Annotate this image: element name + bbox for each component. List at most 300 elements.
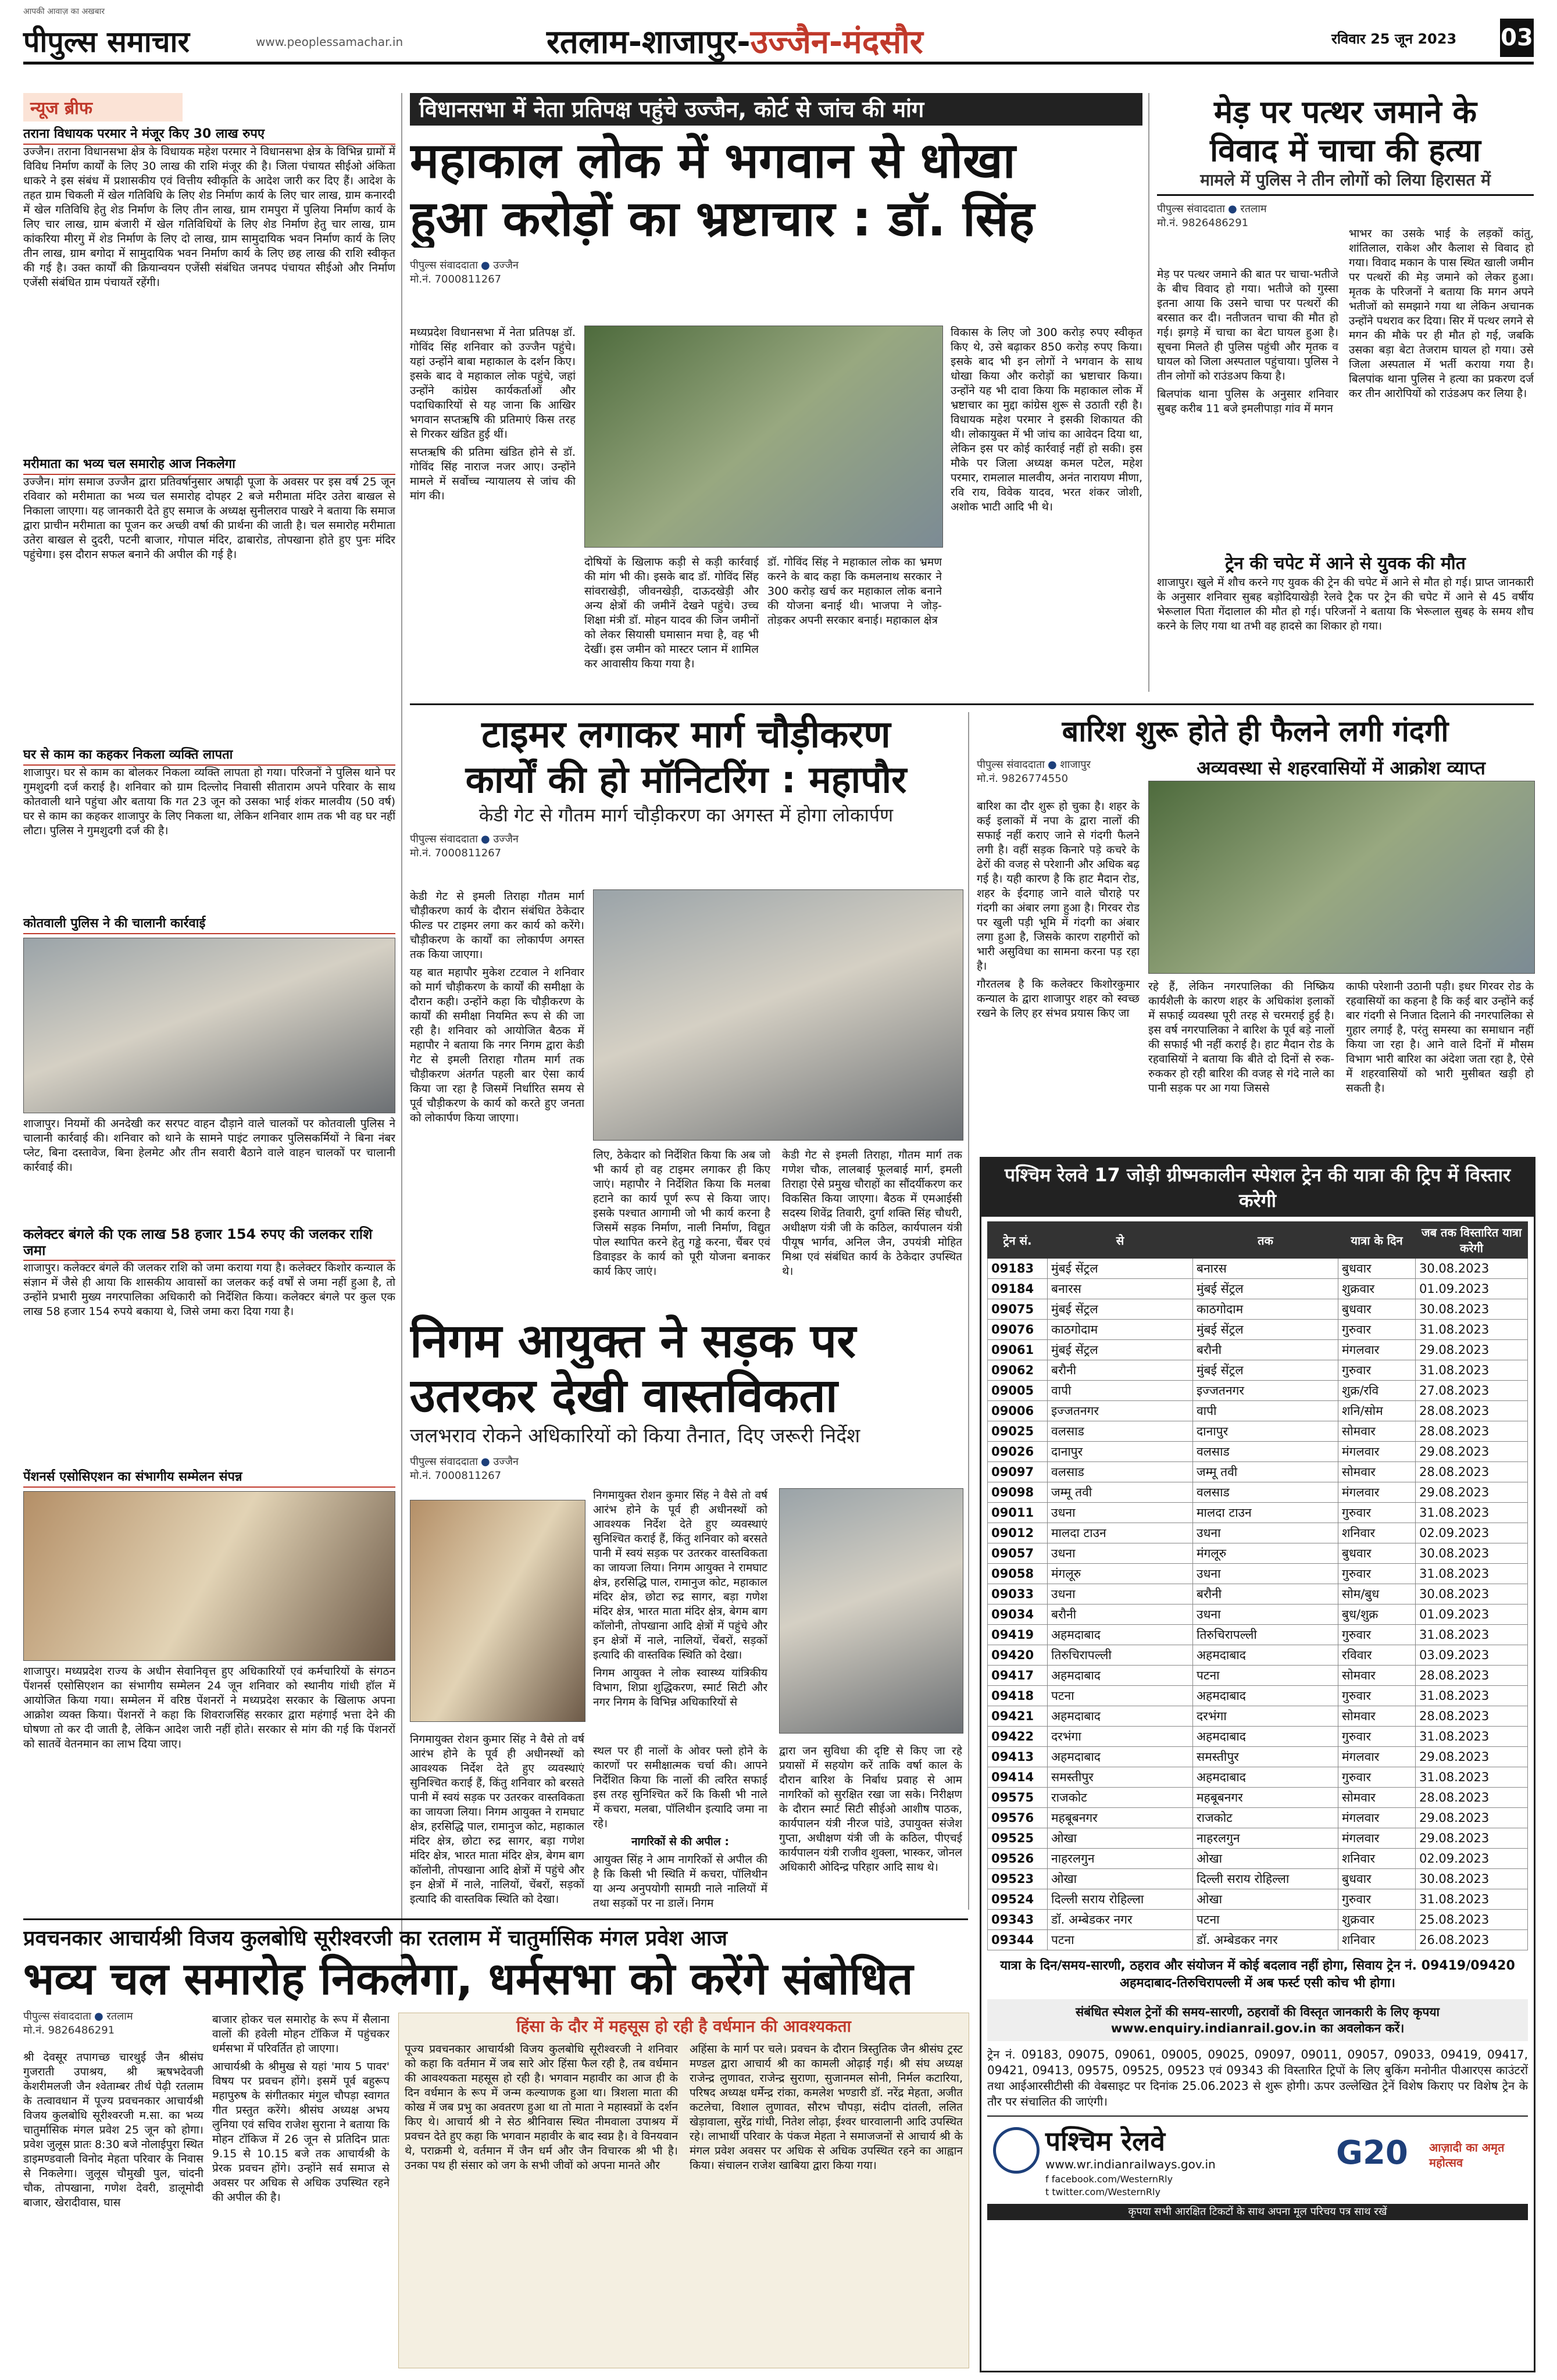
train-extended-till: 31.08.2023 (1416, 1727, 1528, 1747)
byline-city: उज्जैन (493, 259, 519, 271)
train-row (988, 1340, 1528, 1360)
train-row (988, 1910, 1528, 1930)
lead-col-1 (410, 326, 576, 698)
train-days: सोमवार (1338, 1706, 1416, 1727)
train-extended-till: 31.08.2023 (1416, 1360, 1528, 1381)
commissioner-inspection-photo (410, 1500, 585, 1722)
murder-paragraph: मेड़ पर पत्थर जमाने की बात पर चाचा-भतीजे के बीच विवाद हो गया। भतीजे को गुस्सा इतना आया कि उसने चाचा पर पत्थरों की बरसात कर दी। नतीजतन चाचा की मौत हो गई। झगड़े में चाचा का बेटा घायल हुआ है। सूचना मिलते ही पुलिस पहुंची और मृतक व घायल को जिला अस्पताल पहुंचाया। पुलिस ने तीन लोगों को राउंडअप किया है। (1157, 268, 1338, 383)
train-number: 09026 (988, 1442, 1048, 1462)
brief-title: पेंशनर्स एसोसिएशन का संभागीय सम्मेलन संपन्न (23, 1469, 395, 1488)
train-accident-brief (1157, 552, 1534, 680)
train-extended-till: 31.08.2023 (1416, 1320, 1528, 1340)
railway-footer-brand (987, 2115, 1528, 2204)
lead-paragraph: मध्यप्रदेश विधानसभा में नेता प्रतिपक्ष डॉ. गोविंद सिंह शनिवार को उज्जैन पहुंचे। यहां उन्होंने बाबा महाकाल के दर्शन किए। इसके बाद वे महाकाल लोक पहुंचे, जहां उन्होंने कांग्रेस कार्यकर्ताओं और पदाधिकारियों से यह जाना कि आखिर भगवान सप्तऋषि की प्रतिमाएं किस तरह से गिरकर खंडित हुई थीं। (410, 326, 576, 441)
train-days: शनि/सोम (1338, 1401, 1416, 1421)
train-schedule-table (987, 1221, 1528, 1950)
lead-byline: पीपुल्स संवाददाता ● उज्जैन मो.नं. 7000811267 (410, 258, 1142, 286)
lead-headline-line1: महाकाल लोक में भगवान से धोखा (410, 132, 1016, 189)
train-row (988, 1889, 1528, 1910)
train-extended-till: 29.08.2023 (1416, 1828, 1528, 1849)
column-divider (401, 93, 402, 1971)
column-header: ट्रेन सं. (988, 1222, 1048, 1259)
train-days: मंगलवार (1338, 1808, 1416, 1828)
train-accident-title: ट्रेन की चपेट में आने से युवक की मौत (1225, 553, 1466, 574)
sidebar-col-2: अहिंसा के मार्ग पर चले। प्रवचन के दौरान त्रिस्तुतिक जैन श्रीसंघ ट्रस्ट मण्डल द्वारा आचार्य श्री का कामली ओढ़ाई गई। श्री संघ अध्यक्ष राजेन्द्र लुणावत, राजेन्द्र सुराणा, सुजानमल सोनी, निर्मल कटारिया, परिषद अध्यक्ष धर्मेन्द्र रांका, कमलेश भण्डारी डॉ. नरेंद्र मेहता, अजीत कटलेचा, विशाल लुणावत, सौरभ चौपड़ा, संदीप दांतली, ललित खेड़ावाला, सुरेंद्र गांधी, नितेश लोढ़ा, ईश्वर धारवालानी आदि उपस्थित रहे। लाभार्थी परिवार के पंकज मेहता ने समाजजनों से आचार्य श्री के मंगल प्रवेश अवसर पर अधिक से अधिक उपस्थित रहने का आह्वान किया। संचालन राजेश खाबिया द्वारा किया गया। (690, 2043, 963, 2172)
train-days: मंगलवार (1338, 1340, 1416, 1360)
train-days: शुक्रवार (1338, 1910, 1416, 1930)
train-from: महबूबनगर (1048, 1808, 1193, 1828)
train-number: 09575 (988, 1788, 1048, 1808)
train-days: मंगलवार (1338, 1747, 1416, 1767)
brief-title: तराना विधायक परमार ने मंजूर किए 30 लाख रुपए (23, 126, 395, 145)
train-to: वापी (1193, 1401, 1338, 1421)
train-number: 09413 (988, 1747, 1048, 1767)
train-extended-till: 26.08.2023 (1416, 1930, 1528, 1950)
azadi-logo: आज़ादी का अमृत महोत्सव (1429, 2140, 1505, 2170)
train-days: बुधवार (1338, 1299, 1416, 1320)
train-to: अहमदाबाद (1193, 1727, 1338, 1747)
train-number: 09062 (988, 1360, 1048, 1381)
train-row (988, 1442, 1528, 1462)
column-header: से (1048, 1222, 1193, 1259)
column-header: यात्रा के दिन (1338, 1222, 1416, 1259)
train-days: बुधवार (1338, 1869, 1416, 1889)
train-from: अहमदाबाद (1048, 1706, 1193, 1727)
acharya-paragraph: आचार्यश्री के श्रीमुख से यहां 'माय 5 पावर' विषय पर प्रवचन होंगे। इसमें पूर्व बहुरूप महापुरुष के संगीतकार मंगुल चौपड़ा स्वागत गीत प्रस्तुत करेंगे। श्रीसंघ अध्यक्ष अभय लुनिया एवं सचिव राजेश सुराना ने बताया कि मोहन टॉकिज में 26 जून से प्रतिदिन प्रातः 9.15 से 10.15 बजे तक आचार्यश्री के प्रेरक प्रवचन होंगे। उन्होंने सर्व समाज से अवसर पर अधिक से अधिक उपस्थित रहने की अपील की है। (212, 2060, 390, 2204)
train-from: अहमदाबाद (1048, 1666, 1193, 1686)
railway-logo-icon (993, 2127, 1040, 2174)
train-row (988, 1482, 1528, 1503)
murder-col-1 (1157, 267, 1338, 541)
train-number: 09524 (988, 1889, 1048, 1910)
train-number: 09034 (988, 1604, 1048, 1625)
train-from: दानापुर (1048, 1442, 1193, 1462)
byline-mobile: मो.नं. 7000811267 (410, 273, 502, 285)
train-extended-till: 30.08.2023 (1416, 1543, 1528, 1564)
mayor-col-3: केडी गेट से इमली तिराहा, गौतम मार्ग तक गणेश चौक, लालबाई फूलबाई मार्ग, इमली तिराहा ऐसे प्रमुख चौराहों का सौंदर्यीकरण कर विकसित किया जाएगा। बैठक में एमआईसी सदस्य शिवेंद्र तिवारी, दुर्गा शक्ति सिंह चौधरी, अधीक्षण यंत्री जी के कठिल, कार्यपालन यंत्री पीयूष भार्गव, अनिल जैन, उपयंत्री मोहित मिश्रा एवं संबंधित कार्य के ठेकेदार उपस्थित थे। (782, 1149, 962, 1278)
murder-headline-line2: विवाद में चाचा की हत्या (1210, 132, 1481, 169)
train-from: वापी (1048, 1381, 1193, 1401)
train-number: 09012 (988, 1523, 1048, 1543)
acharya-col-1: श्री देवसूर तपागच्छ चारथुई जैन श्रीसंघ गुजराती उपाश्रय, श्री ऋषभदेवजी केशरीमलजी जैन श्वेताम्बर तीर्थ पेढ़ी रतलाम के तत्वावधान में पूज्य प्रवचनकार आचार्यश्री विजय कुलबोधि सूरीश्वरजी म.सा. का भव्य चातुर्मासिक मंगल प्रवेश 25 जून को होगा। प्रवेश जुलूस प्रातः 8:30 बजे नोलाईपुरा स्थित डाइमण्डवाली विनोद मेहता परिवार के निवास से निकलेगा। जुलूस चौमुखी पुल, चांदनी चौक, तोपखाना, गणेश देवरी, डालूमोदी बाजार, खेरादीवास, घास (23, 2051, 203, 2209)
mayor-meeting-photo (593, 889, 963, 1141)
train-from: मुंबई सेंट्रल (1048, 1340, 1193, 1360)
railway-facebook[interactable]: f facebook.com/WesternRly (1045, 2174, 1173, 2185)
train-from: मालदा टाउन (1048, 1523, 1193, 1543)
train-days: गुरुवार (1338, 1686, 1416, 1706)
train-number: 09057 (988, 1543, 1048, 1564)
train-extended-till: 31.08.2023 (1416, 1889, 1528, 1910)
train-to: काठगोदाम (1193, 1299, 1338, 1320)
railway-enquiry: संबंधित स्पेशल ट्रेनों की समय-सारणी, ठहरावों की विस्तृत जानकारी के लिए कृपया www.enquiry.indianrail.gov.in का अवलोकन करें। (987, 1999, 1528, 2041)
train-to: दरभंगा (1193, 1706, 1338, 1727)
train-to: डॉ. अम्बेडकर नगर (1193, 1930, 1338, 1950)
railway-brand: पश्चिम रेलवे (1045, 2125, 1165, 2157)
train-to: राजकोट (1193, 1808, 1338, 1828)
train-from: अहमदाबाद (1048, 1625, 1193, 1645)
train-days: सोमवार (1338, 1788, 1416, 1808)
byline-name: पीपुल्स संवाददाता (410, 1456, 478, 1468)
brief-text: उज्जैन। तराना विधानसभा क्षेत्र के विधायक महेश परमार ने विधानसभा क्षेत्र के विभिन्न ग्रामों में विविध निर्माण कार्यों के लिए 30 लाख की राशि मंजूर की है। जिला पंचायत सीईओ अंकिता धाकरे ने इस संबंध में प्रशासकीय एवं वित्तीय स्वीकृति के आदेश जारी कर दिए हैं। आदेश के तहत ग्राम चिकली में खेल गतिविधि के लिए शेड निर्माण कार्य के लिए चार लाख, ग्राम कनारदी में खेल गतिविधि हेतु शेड निर्माण के लिए तीन लाख, ग्राम रामपुरा में पुलिया निर्माण कार्य के लिए चार लाख, ग्राम बंजारी में खेल गतिविधियों के लिए शेड निर्माण हेतु चार लाख, ग्राम कांकरिया मीरगु में शेड निर्माण के लिए दो लाख, ग्राम सामुदायिक भवन निर्माण कार्य के लिए तीन लाख, ग्राम बगोदा में सामुदायिक भवन निर्माण कार्य के लिए छह लाख की राशि स्वीकृत की गई है। उक्त कार्यों की क्रियान्वयन एजेंसी संबंधित जनपद पंचायत सीईओ और निर्माण एजेंसी संबंधित ग्राम पंचायतें रहेंगी। (23, 145, 395, 289)
mayor-byline: पीपुल्स संवाददाता ● उज्जैन मो.नं. 7000811267 (410, 832, 962, 860)
train-number: 09011 (988, 1503, 1048, 1523)
railway-title: पश्चिम रेलवे 17 जोड़ी ग्रीष्मकालीन स्पेशल ट्रेन की यात्रा की ट्रिप में विस्तार करेगी (981, 1159, 1534, 1217)
lead-col-4: विकास के लिए जो 300 करोड़ रुपए स्वीकृत किए थे, उसे बढ़ाकर 850 करोड़ रुपए किया। इसके बाद भी इन लोगों ने भगवान के साथ धोखा किया और करोड़ों का भ्रष्टाचार किया। उन्होंने यह भी दावा किया कि महाकाल लोक में भ्रष्टाचार का मुद्दा कांग्रेस शुरू से उठाती रही है। विधायक महेश परमार ने इसकी शिकायत की थी। लोकायुक्त में भी जांच का आवेदन दिया था, लेकिन इस पर कोई कार्रवाई नहीं हो सकी। इस मौके पर जिला अध्यक्ष कमल पटेल, महेश परमार, रामलाल मालवीय, अनंत नारायण मीणा, रवि राय, विवेक यादव, भरत शंकर जोशी, अशोक भाटी आदि भी थे। (951, 326, 1142, 513)
column-header: जब तक विस्तारित यात्रा करेगी (1416, 1222, 1528, 1259)
train-extended-till: 30.08.2023 (1416, 1299, 1528, 1320)
train-number: 09421 (988, 1706, 1048, 1727)
train-to: बरौनी (1193, 1584, 1338, 1604)
train-from: दरभंगा (1048, 1727, 1193, 1747)
train-row (988, 1381, 1528, 1401)
train-days: गुरुवार (1338, 1889, 1416, 1910)
table-header-row (988, 1222, 1528, 1259)
news-brief-label: न्यूज ब्रीफ (23, 93, 183, 121)
train-days: गुरुवार (1338, 1625, 1416, 1645)
train-days: गुरुवार (1338, 1564, 1416, 1584)
train-days: मंगलवार (1338, 1442, 1416, 1462)
train-number: 09005 (988, 1381, 1048, 1401)
train-to: ओखा (1193, 1849, 1338, 1869)
byline-name: पीपुल्स संवाददाता (23, 2010, 91, 2022)
train-extended-till: 01.09.2023 (1416, 1279, 1528, 1299)
train-extended-till: 03.09.2023 (1416, 1645, 1528, 1666)
mayor-paragraph: केडी गेट से इमली तिराहा गौतम मार्ग चौड़ीकरण कार्य के दौरान संबंधित ठेकेदार फील्ड पर टाइमर लगा कर कार्य को करेंगे। चौड़ीकरण के कार्यों का लोकार्पण अगस्त तक किया जाएगा। (410, 890, 584, 961)
column-header: तक (1193, 1222, 1338, 1259)
train-extended-till: 29.08.2023 (1416, 1747, 1528, 1767)
train-number: 09414 (988, 1767, 1048, 1788)
acharya-byline: पीपुल्स संवाददाता ● रतलाम मो.नं. 9826486291 (23, 2009, 968, 2037)
train-to: नाहरलगुन (1193, 1828, 1338, 1849)
train-row (988, 1584, 1528, 1604)
train-extended-till: 25.08.2023 (1416, 1910, 1528, 1930)
train-days: बुधवार (1338, 1543, 1416, 1564)
train-days: गुरुवार (1338, 1767, 1416, 1788)
train-days: सोमवार (1338, 1421, 1416, 1442)
train-extended-till: 01.09.2023 (1416, 1604, 1528, 1625)
train-to: मुंबई सेंट्रल (1193, 1279, 1338, 1299)
brief-text: शाजापुर। मध्यप्रदेश राज्य के अधीन सेवानिवृत्त हुए अधिकारियों एवं कर्मचारियों के संगठन पेंशनर्स एसोसिएशन का संभागीय सम्मेलन 24 जून शनिवार को स्थानीय गांधी हॉल में आयोजित किया गया। सम्मेलन में वरिष्ठ पेंशनरों ने मध्यप्रदेश सरकार के खिलाफ अपना आक्रोश व्यक्त किया। पेंशनरों ने कहा कि शिवराजसिंह सरकार द्वारा महंगाई भत्ता देने की घोषणा तो कर दी जाती है, लेकिन आदेश जारी नहीं होते। सरकार से मांग की गई कि पेंशनरों को सातवें वेतनमान का लाभ दिया जाए। (23, 1665, 395, 1750)
train-row (988, 1503, 1528, 1523)
mayor-paragraph: यह बात महापौर मुकेश टटवाल ने शनिवार को मार्ग चौड़ीकरण के कार्यों की समीक्षा के दौरान कही। उन्होंने कहा कि चौड़ीकरण के कार्यों की समीक्षा नियमित रूप से की जा रही है। शनिवार को आयोजित बैठक में महापौर ने बताया कि नगर निगम द्वारा केडी गेट से इमली तिराहा गौतम मार्ग तक चौड़ीकरण अंतर्गत पहली बार ऐसा कार्य किया जा रहा है जिसमें निर्धारित समय से पूर्व चौड़ीकरण के कार्य को करते हुए जनता को लोकार्पण किया जाएगा। (410, 966, 584, 1124)
train-days: शनिवार (1338, 1930, 1416, 1950)
train-extended-till: 30.08.2023 (1416, 1869, 1528, 1889)
train-row (988, 1767, 1528, 1788)
mayor-headline-line1: टाइमर लगाकर मार्ग चौड़ीकरण (481, 713, 891, 756)
train-to: मुंबई सेंट्रल (1193, 1320, 1338, 1340)
commissioner-headline-line2: उतरकर देखी वास्तविकता (410, 1368, 838, 1423)
train-days: सोमवार (1338, 1666, 1416, 1686)
train-from: डॉ. अम्बेडकर नगर (1048, 1910, 1193, 1930)
train-days: गुरुवार (1338, 1727, 1416, 1747)
train-from: इज्जतनगर (1048, 1401, 1193, 1421)
train-extended-till: 28.08.2023 (1416, 1706, 1528, 1727)
train-to: पटना (1193, 1666, 1338, 1686)
murder-subhead: मामले में पुलिस ने तीन लोगों को लिया हिरासत में (1157, 170, 1534, 196)
commissioner-col-2 (593, 1744, 767, 1913)
train-from: वलसाड (1048, 1421, 1193, 1442)
train-to: वलसाड (1193, 1442, 1338, 1462)
train-to: उधना (1193, 1564, 1338, 1584)
train-number: 09025 (988, 1421, 1048, 1442)
train-number: 09420 (988, 1645, 1048, 1666)
police-checking-photo (23, 938, 395, 1113)
byline-mobile: मो.नं. 7000811267 (410, 1470, 502, 1482)
acharya-kicker: प्रवचनकार आचार्यश्री विजय कुलबोधि सूरीश्वरजी का रतलाम में चातुर्मासिक मंगल प्रवेश आज (23, 1927, 727, 1950)
train-from: दिल्ली सराय रोहिल्ला (1048, 1889, 1193, 1910)
train-days: मंगलवार (1338, 1828, 1416, 1849)
train-number: 09033 (988, 1584, 1048, 1604)
train-number: 09525 (988, 1828, 1048, 1849)
byline-name: पीपुल्स संवाददाता (977, 759, 1045, 771)
byline-city: रतलाम (106, 2010, 133, 2022)
train-extended-till: 29.08.2023 (1416, 1442, 1528, 1462)
commissioner-col-1 (593, 1488, 767, 1738)
train-days: रविवार (1338, 1645, 1416, 1666)
logo-tagline: आपकी आवाज़ का अखबार (23, 7, 105, 16)
train-number: 09418 (988, 1686, 1048, 1706)
masthead (23, 7, 1534, 65)
train-number: 09576 (988, 1808, 1048, 1828)
rain-col-1 (977, 799, 1140, 1148)
train-accident-text: शाजापुर। खुले में शौच करने गए युवक की ट्रेन की चपेट में आने से मौत हो गई। प्राप्त जानकारी के अनुसार शनिवार सुबह बड़ोदियाखेड़ी रेलवे ट्रैक पर ट्रेन की चपेट में आने से 45 वर्षीय भेरूलाल पिता गेंदालाल की मौत हो गई। परिजनों ने बताया कि भेरूलाल सुबह के समय शौच करने के लिए गया था तभी वह हादसे का शिकार हो गया। (1157, 576, 1534, 632)
train-from: मंगलूरु (1048, 1564, 1193, 1584)
byline-name: पीपुल्स संवाददाता (410, 259, 478, 271)
train-from: उधना (1048, 1503, 1193, 1523)
byline-mobile: मो.नं. 9826486291 (1157, 217, 1249, 229)
train-days: बुध/शुक्र (1338, 1604, 1416, 1625)
brief-text: शाजापुर। घर से काम का बोलकर निकला व्यक्ति लापता हो गया। परिजनों ने पुलिस थाने पर गुमशुदगी दर्ज कराई है। शनिवार को ग्राम दिल्लोद निवासी सीताराम अपने परिवार के साथ कोतवाली थाने पहुंचा और बताया कि गत 23 जून को उसका भाई शंकर मालवीय (50 वर्ष) घर से काम का कहकर शाजापुर के लिए निकला था, लेकिन शनिवार शाम तक भी वह घर नहीं लौटा। पुलिस ने गुमशुदगी दर्ज की है। (23, 766, 395, 837)
commissioner-headline-line1: निगम आयुक्त ने सड़क पर (410, 1314, 856, 1368)
train-from: अहमदाबाद (1048, 1747, 1193, 1767)
train-to: अहमदाबाद (1193, 1686, 1338, 1706)
train-to: अहमदाबाद (1193, 1645, 1338, 1666)
train-row (988, 1564, 1528, 1584)
train-number: 09183 (988, 1259, 1048, 1279)
train-row (988, 1401, 1528, 1421)
rain-photo-caption: अव्यवस्था से शहरवासियों में आक्रोश व्याप्त (1197, 757, 1485, 779)
rain-story (977, 712, 1534, 1148)
train-row (988, 1808, 1528, 1828)
train-extended-till: 31.08.2023 (1416, 1625, 1528, 1645)
byline-mobile: मो.नं. 9826774550 (977, 773, 1069, 785)
garbage-photo (1148, 781, 1535, 974)
train-number: 09343 (988, 1910, 1048, 1930)
railway-footer: कृपया सभी आरक्षित टिकटों के साथ अपना मूल परिचय पत्र साथ रखें (987, 2204, 1528, 2220)
commissioner-subhead: जलभराव रोकने अधिकारियों को किया तैनात, दिए जरूरी निर्देश (410, 1424, 860, 1448)
column-divider (1148, 93, 1149, 692)
murder-byline: पीपुल्स संवाददाता ● रतलाम मो.नं. 9826486291 (1157, 202, 1534, 230)
train-from: मुंबई सेंट्रल (1048, 1259, 1193, 1279)
train-from: तिरुचिरापल्ली (1048, 1645, 1193, 1666)
train-row (988, 1706, 1528, 1727)
train-days: शुक्रवार (1338, 1279, 1416, 1299)
train-to: उधना (1193, 1604, 1338, 1625)
acharya-headline: भव्य चल समारोह निकलेगा, धर्मसभा को करेंगे संबोधित (23, 1953, 913, 2004)
train-days: बुधवार (1338, 1259, 1416, 1279)
train-from: राजकोट (1048, 1788, 1193, 1808)
rain-col-2: रहे हैं, लेकिन नगरपालिका की निष्क्रिय कार्यशैली के कारण शहर के अधिकांश इलाकों में सफाई व्यवस्था पूरी तरह से चरमराई हुई है। इस वर्ष नगरपालिका ने बारिश के पूर्व बड़े नालों की सफाई भी नहीं कराई है। हाट मैदान रोड के रहवासियों ने बताया कि बीते दो दिनों से रुक-रुककर हो रही बारिश की वजह से गंदे नाले का पानी सड़क पर आ गया जिससे (1148, 980, 1334, 1095)
byline-name: पीपुल्स संवाददाता (410, 833, 478, 845)
train-extended-till: 28.08.2023 (1416, 1421, 1528, 1442)
lead-story (410, 93, 1142, 698)
train-extended-till: 29.08.2023 (1416, 1482, 1528, 1503)
acharya-story (23, 1925, 968, 2367)
train-to: इज्जतनगर (1193, 1381, 1338, 1401)
train-days: सोमवार (1338, 1462, 1416, 1482)
byline-city: उज्जैन (493, 1456, 519, 1468)
lead-paragraph: सप्तऋषि की प्रतिमा खंडित होने से डॉ. गोविंद सिंह नाराज नजर आए। उन्होंने मामले में सर्वोच्च न्यायालय से जांच की मांग की। (410, 446, 576, 502)
train-from: ओखा (1048, 1828, 1193, 1849)
commissioner-paragraph: निगमायुक्त रोशन कुमार सिंह ने वैसे तो वर्ष आरंभ होने के पूर्व ही अधीनस्थों को आवश्यक निर्देश देते हुए व्यवस्थाएं सुनिश्चित कराई हैं, किंतु शनिवार को बरसते पानी में स्वयं सड़क पर उतरकर वास्तविकता का जायजा लिया। निगम आयुक्त ने रामघाट क्षेत्र, हरसिद्धि पाल, रामानुज कोट, महाकाल मंदिर क्षेत्र, छोटा रुद्र सागर, बड़ा गणेश मंदिर क्षेत्र, भारत माता मंदिर क्षेत्र, बेगम बाग कॉलोनी, तोपखाना आदि क्षेत्रों में पहुंचे और इन क्षेत्रों में नाले, नालियों, चेंबरों, सड़कों इत्यादि की वास्तविक स्थिति को देखा। (593, 1489, 767, 1661)
issue-date: रविवार 25 जून 2023 (1331, 31, 1457, 47)
train-number: 09097 (988, 1462, 1048, 1482)
train-from: उधना (1048, 1584, 1193, 1604)
train-from: पटना (1048, 1930, 1193, 1950)
train-extended-till: 28.08.2023 (1416, 1788, 1528, 1808)
byline-city: उज्जैन (493, 833, 519, 845)
train-days: गुरुवार (1338, 1503, 1416, 1523)
train-to: ओखा (1193, 1889, 1338, 1910)
website-url[interactable]: www.peoplessamachar.in (256, 35, 403, 49)
train-to: तिरुचिरापल्ली (1193, 1625, 1338, 1645)
train-to: उधना (1193, 1523, 1338, 1543)
commissioner-col-0: निगमायुक्त रोशन कुमार सिंह ने वैसे तो वर्ष आरंभ होने के पूर्व ही अधीनस्थों को आवश्यक निर्देश देते हुए व्यवस्थाएं सुनिश्चित कराई हैं, किंतु शनिवार को बरसते पानी में स्वयं सड़क पर उतरकर वास्तविकता का जायजा लिया। निगम आयुक्त ने रामघाट क्षेत्र, हरसिद्धि पाल, रामानुज कोट, महाकाल मंदिर क्षेत्र, छोटा रुद्र सागर, बड़ा गणेश मंदिर क्षेत्र, भारत माता मंदिर क्षेत्र, बेगम बाग कॉलोनी, तोपखाना आदि क्षेत्रों में पहुंचे और इन क्षेत्रों में नाले, नालियों, चेंबरों, सड़कों इत्यादि की वास्तविक स्थिति को देखा। (410, 1733, 584, 1906)
train-extended-till: 30.08.2023 (1416, 1259, 1528, 1279)
brief-text: शाजापुर। नियमों की अनदेखी कर सरपट वाहन दौड़ाने वाले चालकों पर कोतवाली पुलिस ने चालानी कार्रवाई की। शनिवार को थाने के सामने पाइंट लगाकर पुलिसकर्मियों ने बिना नंबर प्लेट, बिना दस्तावेज, बिना हेलमेट और तीन सवारी बैठाने वाले वाहन चालकों पर चालानी कार्रवाई की। (23, 1117, 395, 1174)
commissioner-subheading: नागरिकों से की अपील : (631, 1835, 729, 1848)
train-row (988, 1523, 1528, 1543)
section-rule (410, 703, 1534, 705)
train-row (988, 1666, 1528, 1686)
train-extended-till: 27.08.2023 (1416, 1381, 1528, 1401)
section-title: रतलाम-शाजापुर-उज्जैन-मंदसौर (547, 23, 923, 61)
train-from: बरौनी (1048, 1360, 1193, 1381)
train-to: बरौनी (1193, 1340, 1338, 1360)
train-to: दानापुर (1193, 1421, 1338, 1442)
byline-mobile: मो.नं. 7000811267 (410, 847, 502, 859)
train-row (988, 1747, 1528, 1767)
train-days: मंगलवार (1338, 1482, 1416, 1503)
train-row (988, 1788, 1528, 1808)
mayor-subhead: केडी गेट से गौतम मार्ग चौड़ीकरण का अगस्त में होगा लोकार्पण (478, 804, 894, 826)
train-from: जम्मू तवी (1048, 1482, 1193, 1503)
train-row (988, 1279, 1528, 1299)
page-number: 03 (1500, 19, 1534, 57)
train-from: उधना (1048, 1543, 1193, 1564)
rain-paragraph: गौरतलब है कि कलेक्टर किशोरकुमार कन्याल के द्वारा शाजापुर शहर को स्वच्छ रखने के लिए हर संभव प्रयास किए जा (977, 978, 1140, 1020)
train-number: 09344 (988, 1930, 1048, 1950)
train-from: नाहरलगुन (1048, 1849, 1193, 1869)
congress-leaders-photo (584, 326, 943, 548)
train-extended-till: 30.08.2023 (1416, 1584, 1528, 1604)
railway-advertisement (980, 1157, 1535, 2372)
murder-col-2: भाभर का उसके भाई के लड़कों कांतु, शांतिलाल, राकेश और कैलाश से विवाद हो गया। विवाद मकान के पास स्थित खाली जमीन पर पत्थरों की मेड़ जमाने को लेकर हुआ। मृतक के परिजनों ने बताया कि मगन अपने भतीजों को समझाने गया था लेकिन अचानक उन्होंने पथराव कर दिया। सिर में पत्थर लगने से मगन की मौके पर ही मौत हो गई, जबकि उसका बड़ा बेटा तेजराम घायल हो गया। उसे जिला अस्पताल में भर्ती कराया गया है। बिलपांक थाना पुलिस ने हत्या का प्रकरण दर्ज कर तीन आरोपियों को राउंडअप कर लिया है। (1349, 227, 1534, 400)
train-row (988, 1421, 1528, 1442)
train-row (988, 1543, 1528, 1564)
train-from: बरौनी (1048, 1604, 1193, 1625)
brief-title: कलेक्टर बंगले की एक लाख 58 हजार 154 रुपए की जलकर राशि जमा (23, 1226, 395, 1261)
train-extended-till: 31.08.2023 (1416, 1767, 1528, 1788)
train-number: 09098 (988, 1482, 1048, 1503)
train-extended-till: 31.08.2023 (1416, 1564, 1528, 1584)
train-extended-till: 31.08.2023 (1416, 1686, 1528, 1706)
commissioner-paragraph: स्थल पर ही नालों के ओवर फ्लो होने के कारणों पर समीक्षात्मक चर्चा की। आपने निर्देशित किया कि नालों की त्वरित सफाई इस तरह सुनिश्चित करें कि किसी भी नाले में कचरा, मलबा, पॉलिथीन इत्यादि जमा ना रहे। (593, 1745, 767, 1830)
lead-headline-line2: हुआ करोड़ों का भ्रष्टाचार : डॉ. सिंह (410, 190, 1035, 247)
train-row (988, 1645, 1528, 1666)
train-number: 09075 (988, 1299, 1048, 1320)
acharya-sidebar-box (398, 2013, 969, 2368)
commissioner-col-3: द्वारा जन सुविधा की दृष्टि से किए जा रहे प्रयासों में सहयोग करें ताकि वर्षा काल के दौरान बारिश के निर्बाध प्रवाह से आम नागरिकों को सुरक्षित रखा जा सके। निरीक्षण के दौरान स्मार्ट सिटी सीईओ आशीष पाठक, कार्यपालन यंत्री नीरज पांडे, उपायुक्त संजेश गुप्ता, अधीक्षण यंत्री जी के कठिल, पीएचई कार्यपालन यंत्री राजीव शुक्ला, भास्कर, जोनल अधिकारी ओदिन्द्र परिहार आदि साथ थे। (779, 1745, 962, 1874)
train-to: मंगलूरु (1193, 1543, 1338, 1564)
train-number: 09523 (988, 1869, 1048, 1889)
column-divider (968, 712, 969, 1910)
train-to: समस्तीपुर (1193, 1747, 1338, 1767)
train-row (988, 1686, 1528, 1706)
train-row (988, 1604, 1528, 1625)
train-extended-till: 28.08.2023 (1416, 1462, 1528, 1482)
lead-kicker: विधानसभा में नेता प्रतिपक्ष पहुंचे उज्जैन, कोर्ट से जांच की मांग (410, 93, 1142, 126)
g20-logo: G20 (1336, 2134, 1408, 2172)
byline-city: शाजापुर (1060, 759, 1091, 771)
train-to: महबूबनगर (1193, 1788, 1338, 1808)
train-extended-till: 28.08.2023 (1416, 1666, 1528, 1686)
mayor-story (410, 712, 962, 1305)
byline-name: पीपुल्स संवाददाता (1157, 203, 1225, 215)
train-days: गुरुवार (1338, 1320, 1416, 1340)
train-row (988, 1727, 1528, 1747)
train-number: 09526 (988, 1849, 1048, 1869)
train-row (988, 1828, 1528, 1849)
rain-paragraph: बारिश का दौर शुरू हो चुका है। शहर के कई इलाकों में नपा के द्वारा नालों की सफाई नहीं कराए जाने से गंदगी फैलने लगी है। वहीं सड़क किनारे पड़े कचरे के ढेरों की वजह से परेशानी और अधिक बढ़ गई है। यही कारण है कि हाट मैदान रोड, शहर के ईदगाह जाने वाले चौराहे पर गंदगी का अंबार लगा हुआ है। गिरवर रोड पर खुली पड़ी भूमि में गंदगी का अंबार लगा हुआ है, जिसके कारण राहगीरों को भारी असुविधा का सामना करना पड़ रहा है। (977, 800, 1140, 973)
train-row (988, 1930, 1528, 1950)
railway-twitter[interactable]: t twitter.com/WesternRly (1045, 2186, 1160, 2197)
train-row (988, 1462, 1528, 1482)
mayor-col-1 (410, 889, 584, 1305)
train-extended-till: 29.08.2023 (1416, 1340, 1528, 1360)
train-to: वलसाड (1193, 1482, 1338, 1503)
commissioner-paragraph: निगम आयुक्त ने लोक स्वास्थ्य यांत्रिकीय विभाग, शिप्रा शुद्धिकरण, स्मार्ट सिटी और नगर निगम के विभिन्न अधिकारियों से (593, 1667, 767, 1709)
railway-note: यात्रा के दिन/समय-सारणी, ठहराव और संयोजन में कोई बदलाव नहीं होगा, सिवाय ट्रेन नं. 09419/09420 अहमदाबाद-तिरुचिरापल्ली में अब फर्स्ट एसी कोच भी होगा। (1000, 1959, 1515, 1991)
train-row (988, 1360, 1528, 1381)
rain-byline: पीपुल्स संवाददाता ● शाजापुर मो.नं. 9826774550 (977, 757, 1140, 785)
train-days: शुक्र/रवि (1338, 1381, 1416, 1401)
train-extended-till: 02.09.2023 (1416, 1523, 1528, 1543)
acharya-col-2 (212, 2013, 390, 2367)
train-row (988, 1320, 1528, 1340)
train-from: वलसाड (1048, 1462, 1193, 1482)
sidebar-col-1: पूज्य प्रवचनकार आचार्यश्री विजय कुलबोधि सूरीश्वरजी ने शनिवार को कहा कि वर्तमान में जब सारे ओर हिंसा फैल रही है, तब वर्धमान की आवश्यकता महसूस हो रही है। भगवान महावीर का आज ही के दिन वर्धमान के रूप में जन्म कल्याणक हुआ था। त्रिशला माता की कोख में जब प्रभु का अवतरण हुआ था तो माता ने महास्वप्नों के दर्शन किए थे। आचार्य श्री ने सेठ श्रीनिवास स्थित नीमवाला उपाश्रय में प्रवचन देते हुए कहा कि भगवान महावीर के बाद स्वप्न है। वे विनयवान थे, पराक्रमी थे, वर्तमान में जैन धर्म और जैन विचारक श्री भी है। उनका पथ ही संसार को जग के सभी जीवों को अपना मानते और (405, 2043, 678, 2172)
acharya-paragraph: बाजार होकर चल समारोह के रूप में सैलाना वालों की हवेली मोहन टॉकिज में पहुंचकर धर्मसभा में परिवर्तित हो जाएगा। (212, 2013, 390, 2055)
train-from: काठगोदाम (1048, 1320, 1193, 1340)
train-extended-till: 28.08.2023 (1416, 1401, 1528, 1421)
railway-website[interactable]: www.wr.indianrailways.gov.in (1045, 2157, 1216, 2171)
train-row (988, 1625, 1528, 1645)
lead-col-3: डॉ. गोविंद सिंह ने महाकाल लोक का भ्रमण करने के बाद कहा कि कमलनाथ सरकार ने 300 करोड़ खर्च कर महाकाल लोक बनाने की योजना बनाई थी। भाजपा ने जोड़-तोड़कर अपनी सरकार बनाई। महाकाल क्षेत्र (767, 556, 942, 627)
brief-title: कोतवाली पुलिस ने की चालानी कार्रवाई (23, 916, 395, 934)
train-number: 09006 (988, 1401, 1048, 1421)
brief-text: उज्जैन। मांग समाज उज्जैन द्वारा प्रतिवर्षानुसार अषाढ़ी पूजा के अवसर पर इस वर्ष 25 जून रविवार को मरीमाता का भव्य चल समारोह दोपहर 2 बजे मरीमाता मंदिर उतेरा बाखल से निकाला जाएगा। यह जानकारी देते हुए समाज के अध्यक्ष सुनीलराव पाखरे ने बताया कि समाज द्वारा प्राचीन मरीमाता का पूजन कर अच्छी वर्षा की प्रार्थना की जाती है। चल समारोह मरीमाता उतेरा बाखल से दुदरी, पटनी बाजार, गोपाल मंदिर, ढाबारोड, तोपखाना होते हुए पुनः मंदिर पहुंचेगा। इस दौरान सफल बनाने की अपील की गई है। (23, 476, 395, 561)
commissioner-story (410, 1314, 962, 1913)
pensioners-meeting-photo (23, 1491, 395, 1661)
newspaper-logo: पीपुल्स समाचार (23, 25, 190, 59)
train-to: मालदा टाउन (1193, 1503, 1338, 1523)
train-to: दिल्ली सराय रोहिल्ला (1193, 1869, 1338, 1889)
train-number: 09061 (988, 1340, 1048, 1360)
train-days: सोम/बुध (1338, 1584, 1416, 1604)
train-row (988, 1299, 1528, 1320)
mayor-headline-line2: कार्यों की हो मॉनिटरिंग : महापौर (465, 759, 907, 802)
